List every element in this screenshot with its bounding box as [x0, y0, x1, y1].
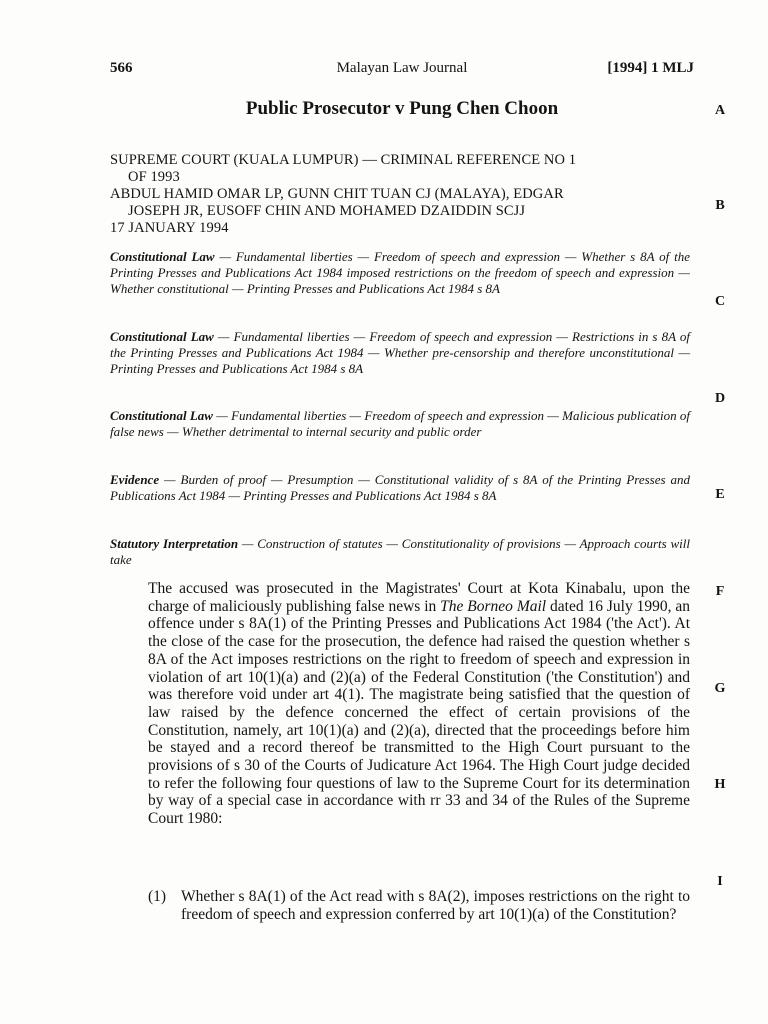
catchword-1 [110, 249, 690, 297]
question-text: Whether s 8A(1) of the Act read with s 8A(2), imposes restrictions on the right to freedom of speech and expression conferred by art 10(1)(a) of the Constitution? [181, 888, 690, 923]
margin-letter-i: I [717, 874, 723, 889]
journal-name: Malayan Law Journal [336, 60, 468, 76]
page-number: 566 [110, 60, 133, 76]
question-1 [148, 888, 690, 923]
court-info [110, 152, 690, 237]
margin-letter-g: G [714, 681, 726, 696]
paragraph-text: The accused was prosecuted in the Magistrates' Court at Kota Kinabalu, upon the charge of maliciously publishing false news in [148, 580, 690, 615]
catchword-3 [110, 408, 690, 440]
catchword-5 [110, 536, 690, 568]
newspaper-name: The Borneo Mail [440, 597, 547, 615]
catchword-4 [110, 472, 690, 504]
headnote-paragraph [148, 580, 690, 828]
catchword-heading: Statutory Interpretation [110, 536, 239, 551]
margin-letter-d: D [714, 391, 726, 406]
margin-letter-f: F [715, 584, 725, 599]
catchword-text: — Fundamental liberties — Freedom of speech and expression — Restrictions in s 8A of the Printing Presses and Publications Act 1984 — Whether pre-censorship and therefore unconstitutional — Printing Presses and Publications Act 1984 s 8A [110, 329, 691, 376]
margin-letter-c: C [714, 294, 726, 309]
running-header [110, 57, 694, 79]
margin-letter-e: E [715, 487, 725, 502]
judgment-date: 17 JANUARY 1994 [110, 220, 229, 236]
court-line-continued: OF 1993 [128, 169, 180, 185]
case-title: Public Prosecutor v Pung Chen Choon [245, 98, 559, 119]
citation: [1994] 1 MLJ [607, 60, 694, 76]
margin-letter-h: H [714, 777, 726, 792]
coram-line-continued: JOSEPH JR, EUSOFF CHIN AND MOHAMED DZAIDDIN SCJJ [128, 203, 526, 219]
catchword-2 [110, 329, 690, 377]
catchword-text: — Burden of proof — Presumption — Constitutional validity of s 8A of the Printing Presses and Publications Act 1984 — Printing Presses and Publications Act 1984 s 8A [110, 472, 690, 503]
catchword-text: — Fundamental liberties — Freedom of speech and expression — Whether s 8A of the Printing Presses and Publications Act 1984 imposed restrictions on the freedom of speech and expression — Whether constitutional — Printing Presses and Publications Act 1984 s 8A [110, 249, 691, 296]
catchword-heading: Evidence [110, 472, 160, 487]
margin-letter-a: A [714, 103, 726, 118]
coram-line: ABDUL HAMID OMAR LP, GUNN CHIT TUAN CJ (MALAYA), EDGAR [110, 186, 564, 202]
question-number: (1) [148, 888, 167, 905]
paragraph-text-continued: dated 16 July 1990, an offence under s 8A(1) of the Printing Presses and Publications Act 1984 ('the Act'). At the close of the case for the prosecution, the defence had raised the question whether s 8A of the Act imposes restrictions on the right to freedom of speech and expression in violation of art 10(1)(a) and (2)(a) of the Federal Constitution ('the Constitution') and was therefore void under art 4(1). The magistrate being satisfied that the question of law raised by the defence concerned the effect of certain provisions of the Constitution, namely, art 10(1)(a) and (2)(a), directed that the proceedings before him be stayed and a record thereof be transmitted to the High Court pursuant to the provisions of s 30 of the Courts of Judicature Act 1964. The High Court judge decided to refer the following four questions of law to the Supreme Court for its determination by way of a special case in accordance with rr 33 and 34 of the Rules of the Supreme Court 1980: [148, 597, 690, 828]
court-line: SUPREME COURT (KUALA LUMPUR) — CRIMINAL REFERENCE NO 1 [110, 152, 577, 168]
catchword-text: — Construction of statutes — Constitutionality of provisions — Approach courts will take [110, 536, 691, 567]
catchword-heading: Constitutional Law [110, 249, 215, 264]
catchword-heading: Constitutional Law [110, 408, 213, 423]
catchword-text: — Fundamental liberties — Freedom of speech and expression — Malicious publication of false news — Whether detrimental to internal security and public order [110, 408, 690, 439]
catchword-heading: Constitutional Law [110, 329, 214, 344]
margin-letter-b: B [715, 198, 725, 213]
